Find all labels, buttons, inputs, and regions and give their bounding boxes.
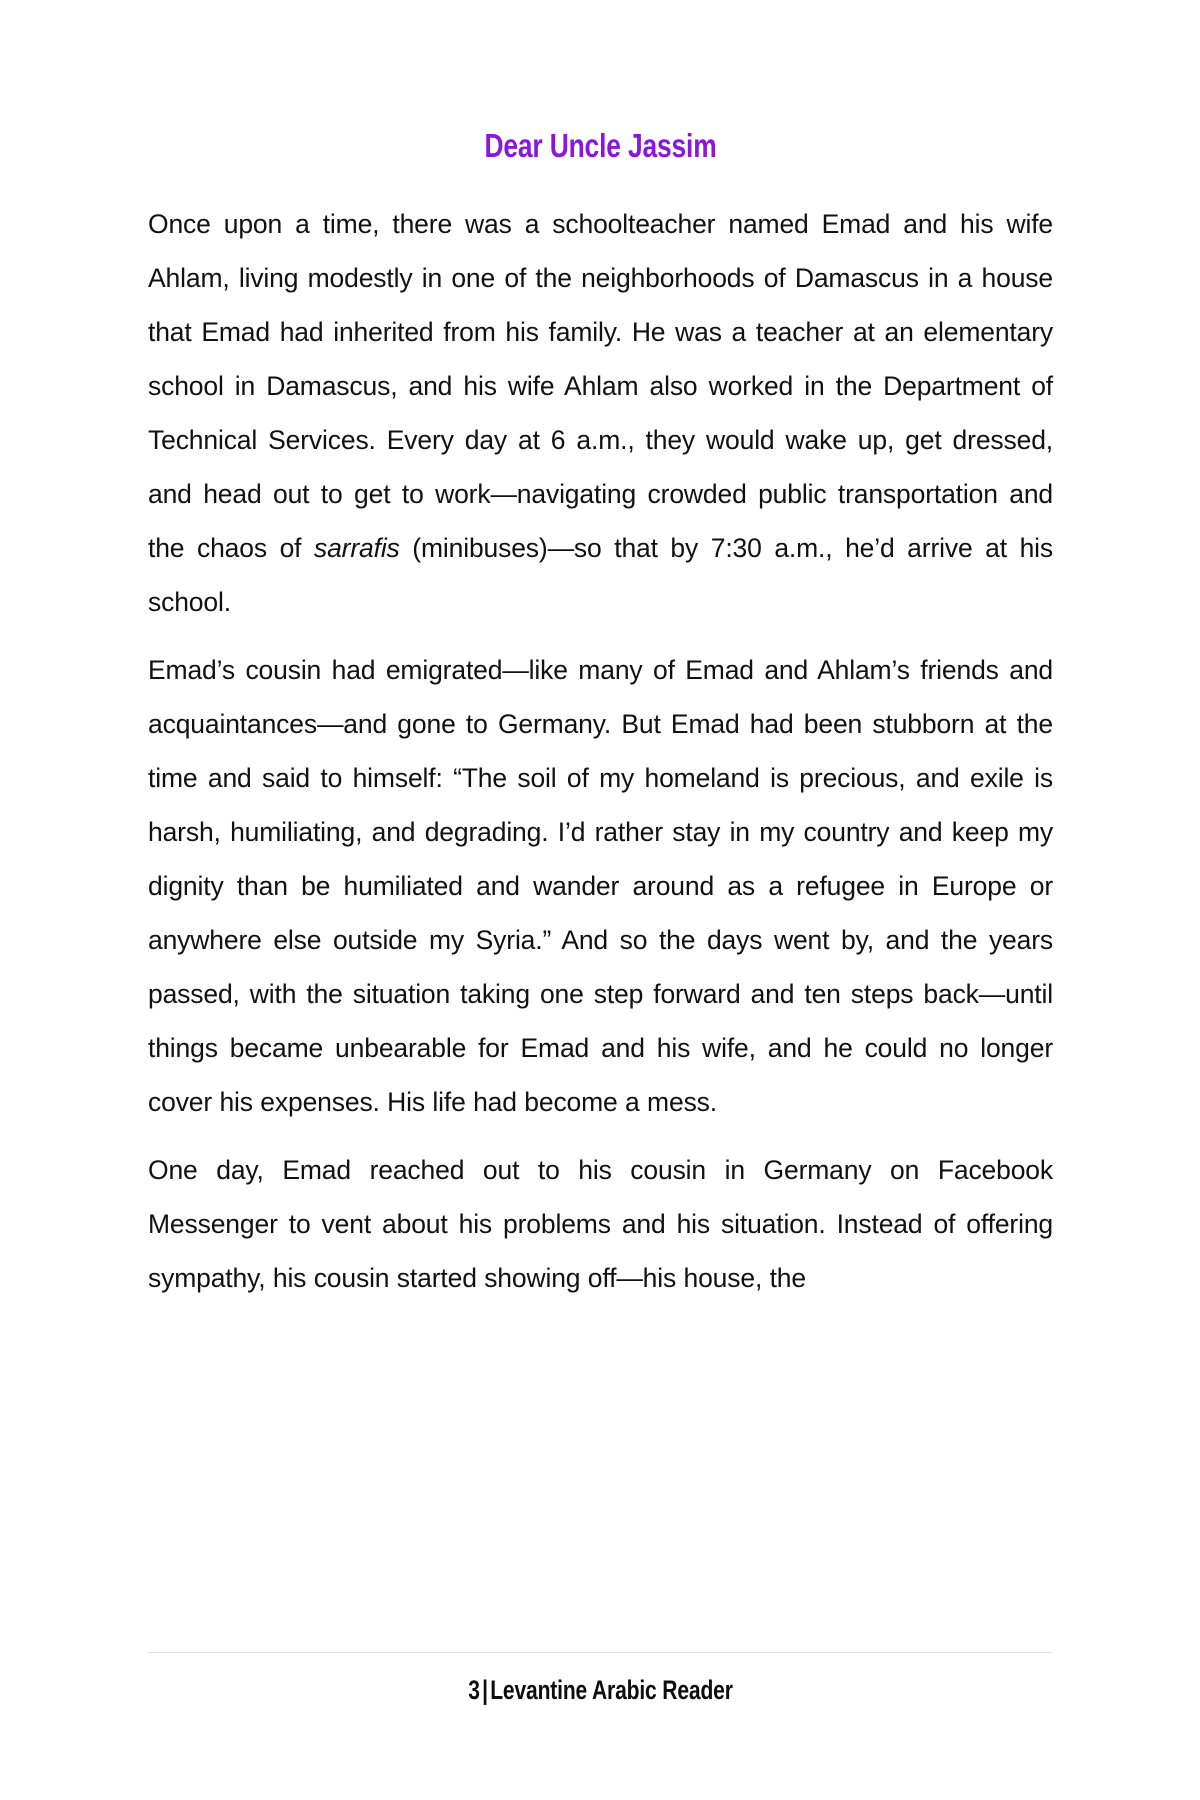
page-content [148, 128, 1053, 1305]
chapter-title: Dear Uncle Jassim [484, 127, 717, 164]
italic-term: sarrafis [313, 532, 400, 563]
paragraph-2: Emad’s cousin had emigrated—like many of Emad and Ahlam’s friends and acquaintances—and gone to Germany. But Emad had been stubborn at the time and said to himself: “The soil of my homeland is precious, and exile is harsh, humiliating, and degrading. I’d rather stay in my country and keep my dignity than be humiliated and wander around as a refugee in Europe or anywhere else outside my Syria.” And so the days went by, and the years passed, with the situation taking one step forward and ten steps back—until things became unbearable for Emad and his wife, and he could no longer cover his expenses. His life had become a mess. [148, 654, 1053, 1117]
paragraph-1: Once upon a time, there was a schoolteacher named Emad and his wife Ahlam, living modestly in one of the neighborhoods of Damascus in a house that Emad had inherited from his family. He was a teacher at an elementary school in Damascus, and his wife Ahlam also worked in the Department of Technical Services. Every day at 6 a.m., they would wake up, get dressed, and head out to get to work—navigating crowded public transportation and the chaos of sarrafis (minibuses)—so that by 7:30 a.m., he’d arrive at his school. [148, 208, 1053, 617]
footer-separator: | [482, 1675, 488, 1705]
body-text-container [148, 197, 1053, 1305]
footer-label [248, 1675, 954, 1706]
page-footer [148, 1652, 1053, 1706]
footer-book-title: Levantine Arabic Reader [490, 1675, 733, 1705]
footer-page-number: 3 [468, 1675, 480, 1705]
paragraph-3: One day, Emad reached out to his cousin in Germany on Facebook Messenger to vent about his problems and his situation. Instead of offering sympathy, his cousin started showing off—his house, the [148, 1154, 1053, 1293]
footer-divider [148, 1652, 1053, 1653]
